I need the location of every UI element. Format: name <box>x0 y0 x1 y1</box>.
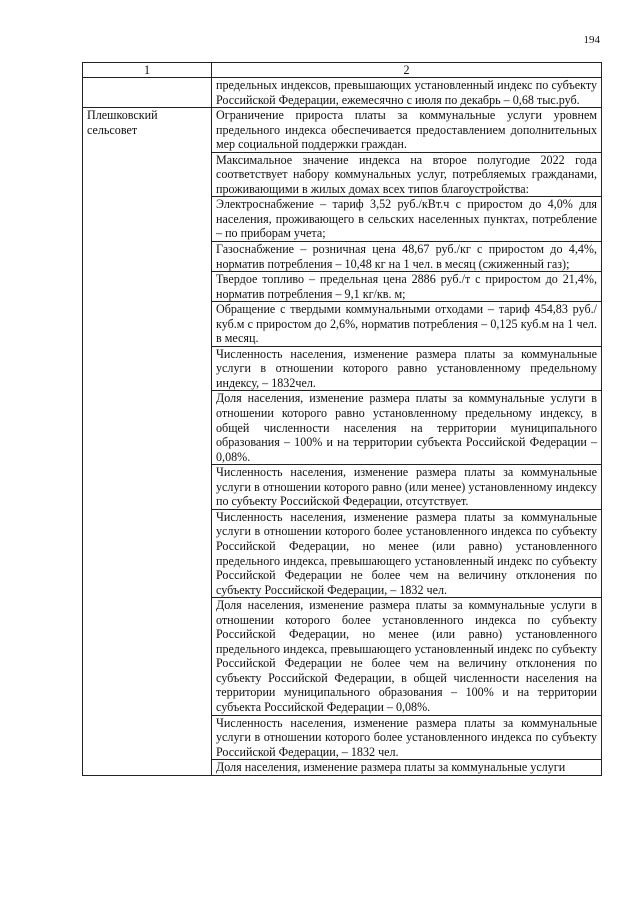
segment-share-equal-limit <box>212 390 601 464</box>
paragraph: Численность населения, изменение размера платы за коммунальные услуги в отношении которого равно установленному предельному индексу, – 1832чел. <box>216 346 597 390</box>
paragraph: Численность населения, изменение размера платы за коммунальные услуги в отношении которого более установленного индекса по субъекту Российской Федерации, но менее (или равно) установленного предельного индекса, превышающего установленный индекс по субъекту Российской Федерации не более чем на величину отклонения по субъекту Российской Федерации, – 1832 чел. <box>216 509 597 597</box>
paragraph: Ограничение прироста платы за коммунальные услуги уровнем предельного индекса обеспечивается предоставлением дополнительных мер социальной поддержки граждан. <box>216 108 597 152</box>
paragraph: Твердое топливо – предельная цена 2886 руб./т с приростом до 21,4%, норматив потребления – 9,1 кг/кв. м; <box>216 272 597 301</box>
column-header-1: 1 <box>83 63 212 78</box>
continuation-municipality-cell <box>83 78 212 108</box>
continuation-row <box>83 78 602 108</box>
segment-population-within-deviation <box>212 509 601 597</box>
paragraph: Численность населения, изменение размера платы за коммунальные услуги в отношении которого более установленного индекса по субъекту Российской Федерации, – 1832 чел. <box>216 715 597 759</box>
continuation-text-cell <box>212 78 602 108</box>
table-header-row <box>83 63 602 78</box>
paragraph: Электроснабжение – тариф 3,52 руб./кВт.ч с приростом до 4,0% для населения, проживающего в сельских населенных пунктах, потребление – по приборам учета; <box>216 197 597 241</box>
paragraph: Газоснабжение – розничная цена 48,67 руб./кг с приростом до 4,4%, норматив потребления – 10,48 кг на 1 чел. в месяц (сжиженный газ); <box>216 242 597 271</box>
segment-limit-measures <box>212 108 601 152</box>
municipality-cell <box>83 108 212 776</box>
paragraph: Численность населения, изменение размера платы за коммунальные услуги в отношении которого равно (или менее) установленному индексу по субъекту Российской Федерации, отсутствует. <box>216 465 597 509</box>
continuation-paragraph: предельных индексов, превышающих установленный индекс по субъекту Российской Федерации, ежемесячно с июля по декабрь – 0,68 тыс.руб. <box>216 78 597 107</box>
paragraph: Максимальное значение индекса на второе полугодие 2022 года соответствует набору коммунальных услуг, потребляемых гражданами, проживающими в жилых домах всех типов благоустройства: <box>216 152 597 196</box>
column-header-2: 2 <box>212 63 602 78</box>
segment-electricity <box>212 196 601 241</box>
municipality-name: Плешковский сельсовет <box>87 108 158 137</box>
segment-population-above-index <box>212 715 601 760</box>
segment-population-equal-limit <box>212 346 601 391</box>
segment-waste <box>212 301 601 346</box>
segment-max-index <box>212 152 601 197</box>
paragraph: Доля населения, изменение размера платы за коммунальные услуги <box>216 760 566 775</box>
paragraph: Обращение с твердыми коммунальными отходами – тариф 454,83 руб./куб.м с приростом до 2,6%, норматив потребления – 0,125 куб.м на 1 чел. в месяц. <box>216 302 597 346</box>
segment-share-above-index <box>212 759 601 775</box>
paragraph: Доля населения, изменение размера платы за коммунальные услуги в отношении которого равно установленному предельному индексу, в общей численности населения на территории муниципального образования – 100% и на территории субъекта Российской Федерации – 0,08%. <box>216 391 597 464</box>
tariff-table <box>82 62 602 776</box>
measures-cell <box>212 108 602 776</box>
segment-population-below-index <box>212 464 601 509</box>
segment-share-within-deviation <box>212 597 601 714</box>
table-row <box>83 108 602 776</box>
segment-gas <box>212 241 601 271</box>
paragraph: Доля населения, изменение размера платы за коммунальные услуги в отношении которого более установленного индекса по субъекту Российской Федерации, но менее (или равно) установленного предельного индекса, превышающего установленный индекс по субъекту Российской Федерации не более чем на величину отклонения по субъекту Российской Федерации, в общей численности населения на территории муниципального образования – 100% и на территории субъекта Российской Федерации – 0,08%. <box>216 598 597 714</box>
segment-solid-fuel <box>212 271 601 301</box>
page-number: 194 <box>583 34 600 46</box>
